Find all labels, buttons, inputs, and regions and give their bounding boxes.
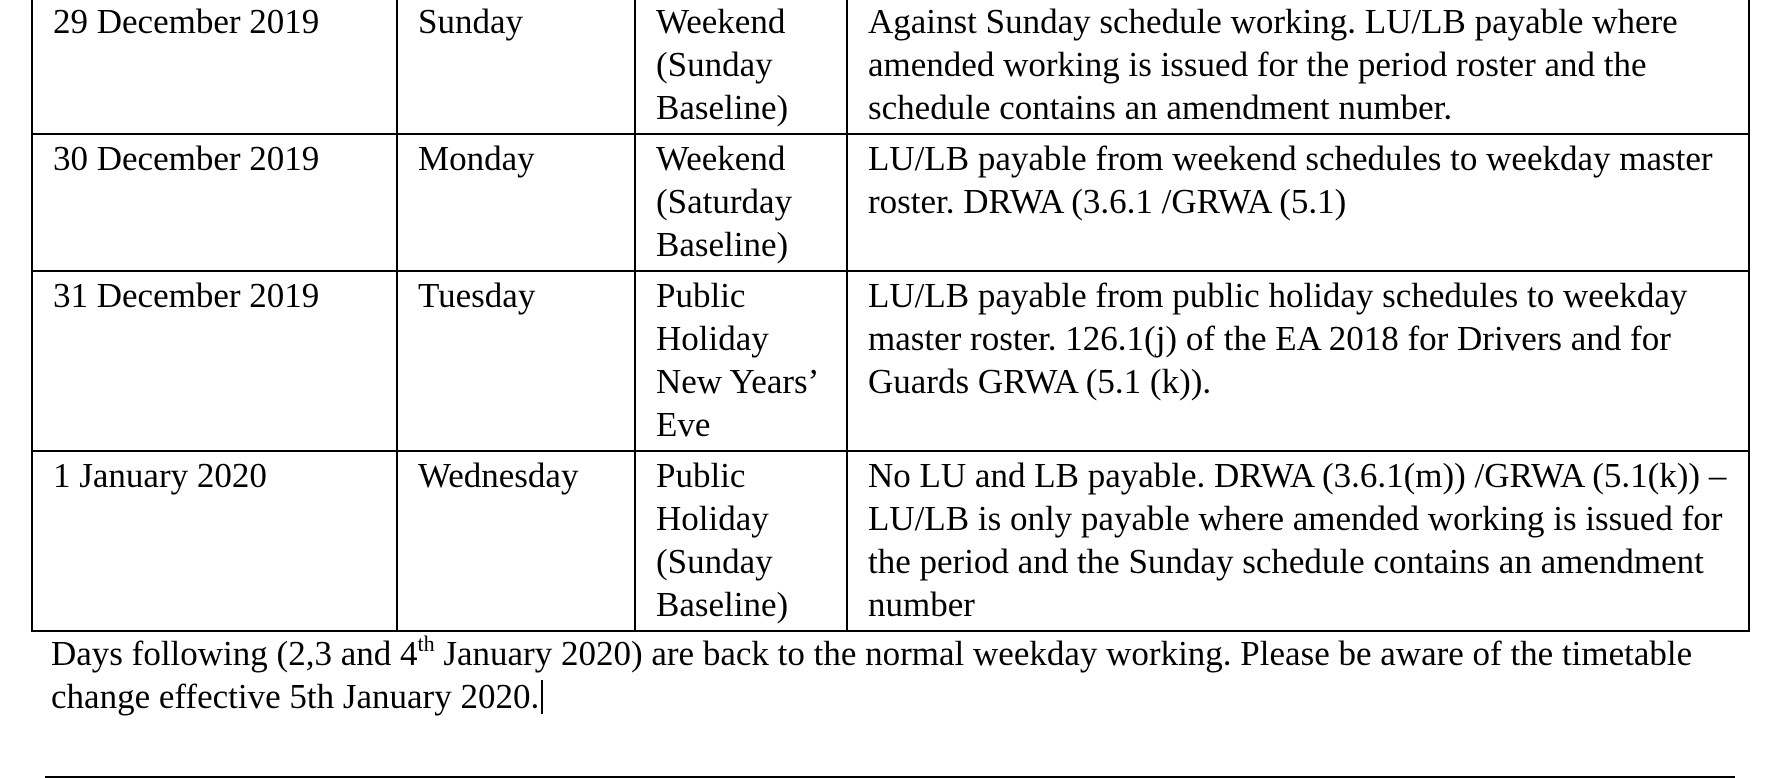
footer-text-end: January 2020) are back to the normal weekday working. Please be aware of the timetable change effective 5th January 2020. <box>51 634 1693 716</box>
table-row <box>32 134 1749 271</box>
note-cell: LU/LB payable from weekend schedules to weekday master roster. DRWA (3.6.1 /GRWA (5.1) <box>847 134 1749 271</box>
date-cell: 31 December 2019 <box>32 271 397 451</box>
footer-paragraph[interactable] <box>51 632 1731 718</box>
schedule-type-cell: Weekend (Saturday Baseline) <box>635 134 847 271</box>
schedule-table <box>31 0 1750 632</box>
table-row <box>32 0 1749 134</box>
note-cell: No LU and LB payable. DRWA (3.6.1(m)) /GRWA (5.1(k)) – LU/LB is only payable where amended working is issued for the period and the Sunday schedule contains an amendment number <box>847 451 1749 631</box>
date-cell: 1 January 2020 <box>32 451 397 631</box>
day-cell: Monday <box>397 134 635 271</box>
note-cell: Against Sunday schedule working. LU/LB payable where amended working is issued for the period roster and the schedule contains an amendment number. <box>847 0 1749 134</box>
schedule-type-cell: Public Holiday (Sunday Baseline) <box>635 451 847 631</box>
schedule-type-cell: Public Holiday New Years’ Eve <box>635 271 847 451</box>
note-cell: LU/LB payable from public holiday schedules to weekday master roster. 126.1(j) of the EA 2018 for Drivers and for Guards GRWA (5.1 (k)). <box>847 271 1749 451</box>
day-cell: Wednesday <box>397 451 635 631</box>
day-cell: Sunday <box>397 0 635 134</box>
table-row <box>32 271 1749 451</box>
footer-ordinal-suffix: th <box>417 631 435 656</box>
date-cell: 30 December 2019 <box>32 134 397 271</box>
footer-text-start: Days following (2,3 and 4 <box>51 634 418 673</box>
day-cell: Tuesday <box>397 271 635 451</box>
date-cell: 29 December 2019 <box>32 0 397 134</box>
schedule-type-cell: Weekend (Sunday Baseline) <box>635 0 847 134</box>
table-row <box>32 451 1749 631</box>
text-cursor <box>541 680 543 714</box>
